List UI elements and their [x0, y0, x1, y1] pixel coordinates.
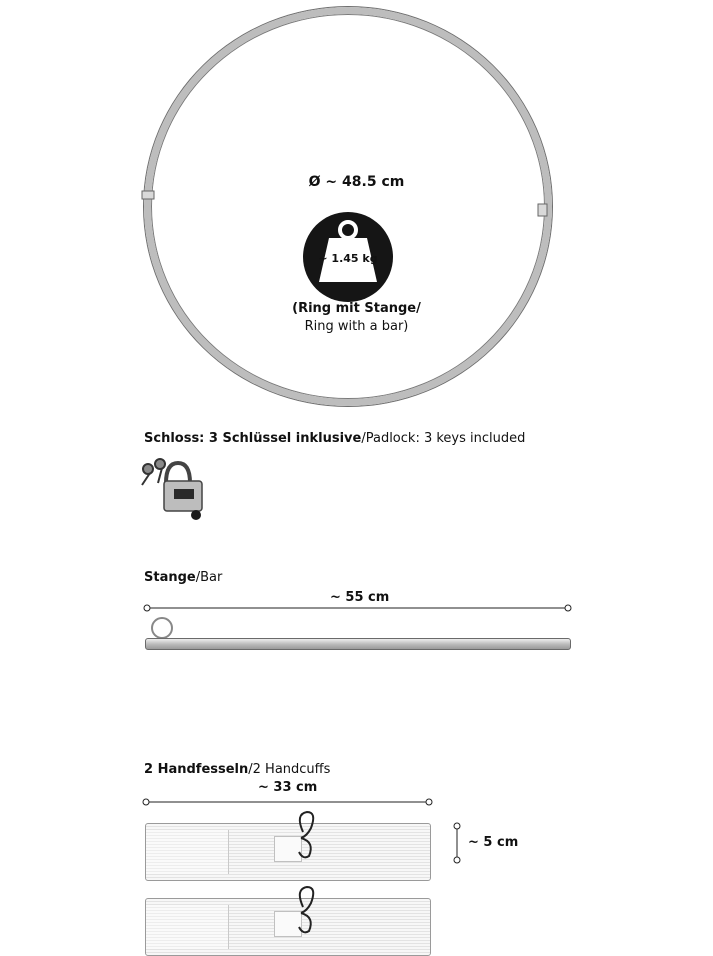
padlock-title-bold: Schloss: 3 Schlüssel inklusive — [144, 431, 362, 446]
bar-image — [145, 638, 571, 650]
handcuff-2-strap — [146, 905, 229, 949]
bar-section-title — [144, 570, 222, 585]
ring-caption-line1: (Ring mit Stange/ — [292, 301, 421, 316]
padlock-icon — [136, 455, 216, 525]
ring-diameter-label: Ø ~ 48.5 cm — [308, 174, 405, 190]
ring-caption — [0, 300, 713, 336]
handcuff-2-ring — [285, 883, 325, 939]
bar-title-bold: Stange — [144, 570, 196, 585]
handcuffs-title-bold: 2 Handfesseln — [144, 762, 249, 777]
padlock-title-regular: /Padlock: 3 keys included — [361, 431, 526, 446]
handcuff-1-strap — [146, 830, 229, 874]
handcuffs-length-label: ~ 33 cm — [258, 780, 318, 795]
bar-length-label: ~ 55 cm — [330, 590, 390, 605]
handcuff-1-ring — [285, 808, 325, 864]
weight-label: ~ 1.45 kg — [318, 252, 378, 265]
handcuffs-width-dimension — [450, 820, 464, 866]
weight-badge — [303, 212, 393, 302]
padlock-section-title — [144, 431, 525, 446]
ring-image — [144, 7, 552, 406]
bar-title-regular: /Bar — [195, 570, 223, 585]
ring-caption-line2: Ring with a bar) — [304, 319, 409, 334]
handcuffs-section-title — [144, 762, 330, 777]
handcuffs-length-dimension — [140, 795, 438, 809]
handcuffs-title-regular: /2 Handcuffs — [248, 762, 331, 777]
bar-loop — [151, 617, 173, 639]
handcuffs-width-label: ~ 5 cm — [468, 835, 519, 850]
ring-clasp-right — [536, 200, 550, 220]
